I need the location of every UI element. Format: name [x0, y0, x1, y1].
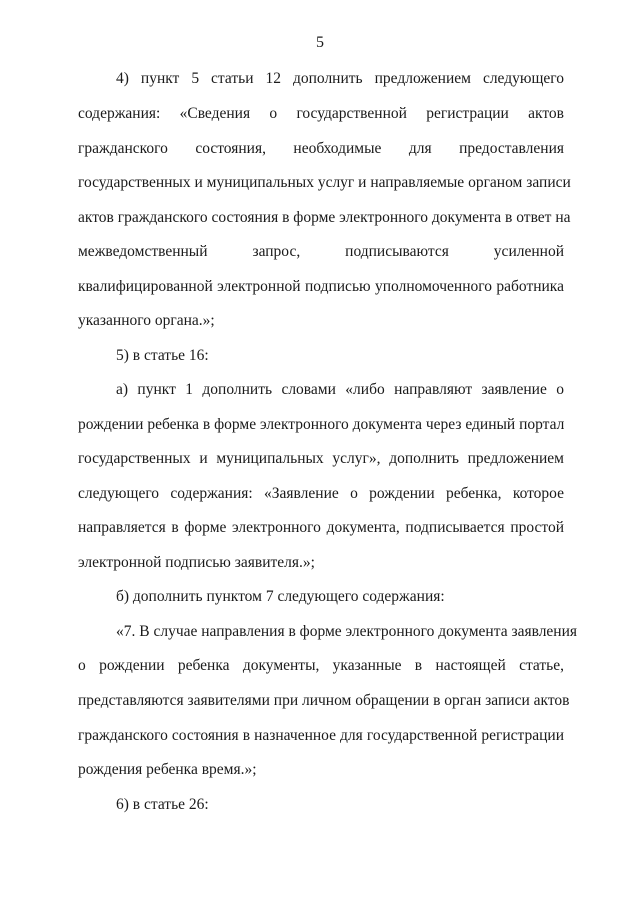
document-line: актов гражданского состояния в форме электронного документа в ответ на: [78, 209, 571, 226]
document-line: 4) пункт 5 статьи 12 дополнить предложением следующего: [116, 70, 564, 87]
document-line: следующего содержания: «Заявление о рождении ребенка, которое: [78, 485, 564, 502]
document-line: рождения ребенка время.»;: [78, 761, 257, 778]
document-line: межведомственный запрос, подписываются усиленной: [78, 243, 564, 260]
document-line: «7. В случае направления в форме электронного документа заявления: [116, 623, 578, 640]
document-line: государственных и муниципальных услуг», дополнить предложением: [78, 450, 564, 467]
document-line: содержания: «Сведения о государственной регистрации актов: [78, 105, 564, 122]
document-line: 6) в статье 26:: [116, 796, 209, 813]
document-line: б) дополнить пунктом 7 следующего содержания:: [116, 588, 445, 605]
document-line: рождении ребенка в форме электронного документа через единый портал: [78, 416, 565, 433]
document-line: гражданского состояния в назначенное для государственной регистрации: [78, 727, 564, 744]
document-line: а) пункт 1 дополнить словами «либо направляют заявление о: [116, 381, 564, 398]
document-line: электронной подписью заявителя.»;: [78, 554, 315, 571]
document-line: о рождении ребенка документы, указанные в настоящей статье,: [78, 657, 564, 674]
page-number: 5: [316, 34, 324, 51]
document-line: 5) в статье 16:: [116, 347, 209, 364]
document-line: указанного органа.»;: [78, 312, 215, 329]
document-line: направляется в форме электронного документа, подписывается простой: [78, 519, 564, 536]
document-line: гражданского состояния, необходимые для предоставления: [78, 140, 564, 157]
document-line: представляются заявителями при личном обращении в орган записи актов: [78, 692, 570, 709]
document-line: квалифицированной электронной подписью уполномоченного работника: [78, 278, 564, 295]
document-line: государственных и муниципальных услуг и направляемые органом записи: [78, 174, 571, 191]
